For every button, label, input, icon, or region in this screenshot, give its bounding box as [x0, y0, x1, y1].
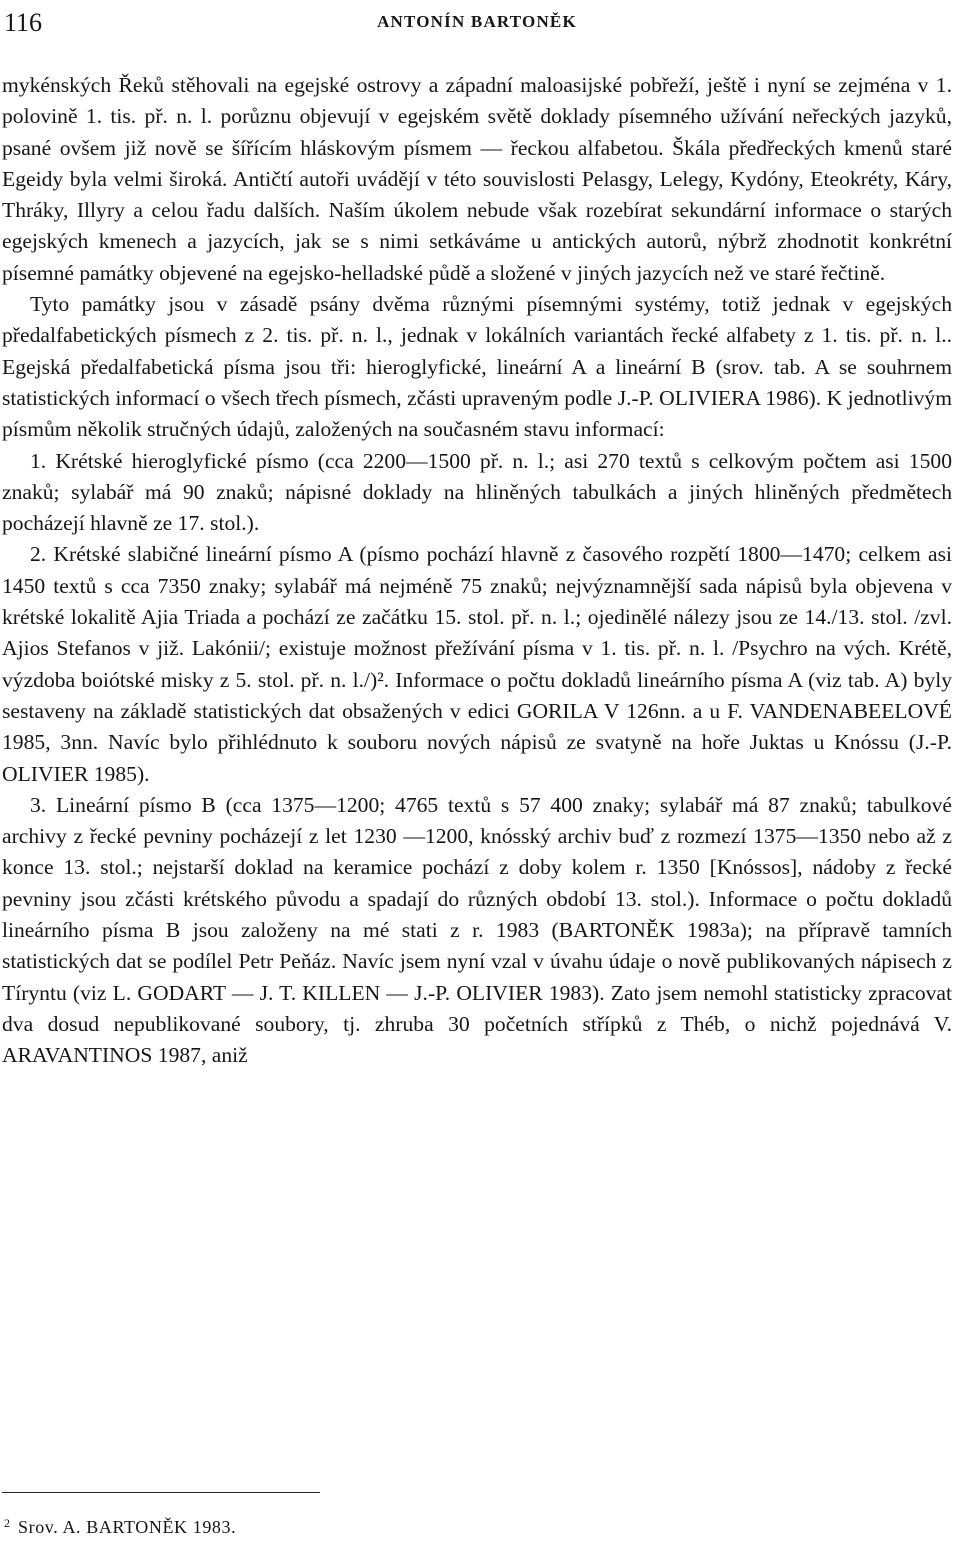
body-text	[2, 70, 952, 1072]
running-head: ANTONÍN BARTONĚK	[377, 12, 577, 31]
footnote	[4, 1510, 236, 1540]
paragraph: 1. Krétské hieroglyfické písmo (cca 2200—1500 př. n. l.; asi 270 textů s celkovým počtem asi 1500 znaků; sylabář má 90 znaků; nápisné doklady na hliněných tabulkách a jiných hliněných předmětech pocházejí hlavně ze 17. stol.).	[2, 448, 952, 536]
paragraph: mykénských Řeků stěhovali na egejské ostrovy a západní maloasijské pobřeží, ještě i nyní se zejména v 1. polovině 1. tis. př. n. l. porůznu objevují v egejském světě doklady písemného užívání neřeckých jazyků, psané ovšem již nově se šířícím hláskovým písmem — řeckou alfabetou. Škála předřeckých kmenů staré Egeidy byla velmi široká. Antičtí autoři uvádějí v této souvislosti Pelasgy, Lelegy, Kydóny, Eteokréty, Káry, Thráky, Illyry a celou řadu dalších. Naším úkolem nebude však rozebírat sekundární informace o starých egejských kmenech a jazycích, jak se s nimi setkáváme u antických autorů, nýbrž zhodnotit konkrétní písemné památky objevené na egejsko-helladské půdě a složené v jiných jazycích než ve staré řečtině.	[2, 73, 952, 285]
page-number: 116	[4, 8, 43, 37]
paragraph: 3. Lineární písmo B (cca 1375—1200; 4765 textů s 57 400 znaky; sylabář má 87 znaků; tabulkové archivy z řecké pevniny pocházejí z let 1230 —1200, knósský archiv buď z rozmezí 1375—1350 nebo až z konce 13. stol.; nejstarší doklad na keramice pochází z doby kolem r. 1350 [Knóssos], nádoby z řecké pevniny jsou zčásti krétského původu a spadají do různých období 13. stol.). Informace o počtu dokladů lineárního písma B jsou založeny na mé stati z r. 1983 (BARTONĚK 1983a); na přípravě tamních statistických dat se podílel Petr Peňáz. Navíc jsem nyní vzal v úvahu údaje o nově publikovaných nápisech z Tíryntu (viz L. GODART — J. T. KILLEN — J.-P. OLIVIER 1983). Zato jsem nemohl statisticky zpracovat dva dosud nepublikované soubory, tj. zhruba 30 početních střípků z Théb, o nichž pojednává V. ARAVANTINOS 1987, aniž	[2, 792, 952, 1068]
footnote-mark: 2	[4, 1516, 10, 1530]
paragraph: Tyto památky jsou v zásadě psány dvěma různými písemnými systémy, totiž jednak v egejských předalfabetických písmech z 2. tis. př. n. l., jednak v lokálních variantách řecké alfabety z 1. tis. př. n. l.. Egejská předalfabetická písma jsou tři: hieroglyfické, lineární A a lineární B (srov. tab. A se souhrnem statistických informací o všech třech písmech, zčásti upraveným podle J.-P. OLIVIERA 1986). K jednotlivým písmům několik stručných údajů, založených na současném stavu informací:	[2, 292, 952, 442]
paragraph: 2. Krétské slabičné lineární písmo A (písmo pochází hlavně z časového rozpětí 1800—1470; celkem asi 1450 textů s cca 7350 znaky; sylabář má nejméně 75 znaků; nejvýznamnější sada nápisů byla objevena v krétské lokalitě Ajia Triada a pochází ze začátku 15. stol. př. n. l.; ojedinělé nálezy jsou ze 14./13. stol. /zvl. Ajios Stefanos v již. Lakónii/; existuje možnost přežívání písma v 1. tis. př. n. l. /Psychro na vých. Krétě, výzdoba boiótské misky z 5. stol. př. n. l./)². Informace o počtu dokladů lineárního písma A (viz tab. A) byly sestaveny na základě statistických dat obsažených v edici GORILA V 126nn. a u F. VANDENABEELOVÉ 1985, 3nn. Navíc bylo přihlédnuto k souboru nových nápisů ze svatyně na hoře Juktas u Knóssu (J.-P. OLIVIER 1985).	[2, 542, 952, 786]
footnote-rule	[2, 1492, 320, 1493]
page-header	[2, 8, 952, 42]
footnote-text: Srov. A. BARTONĚK 1983.	[18, 1517, 237, 1537]
